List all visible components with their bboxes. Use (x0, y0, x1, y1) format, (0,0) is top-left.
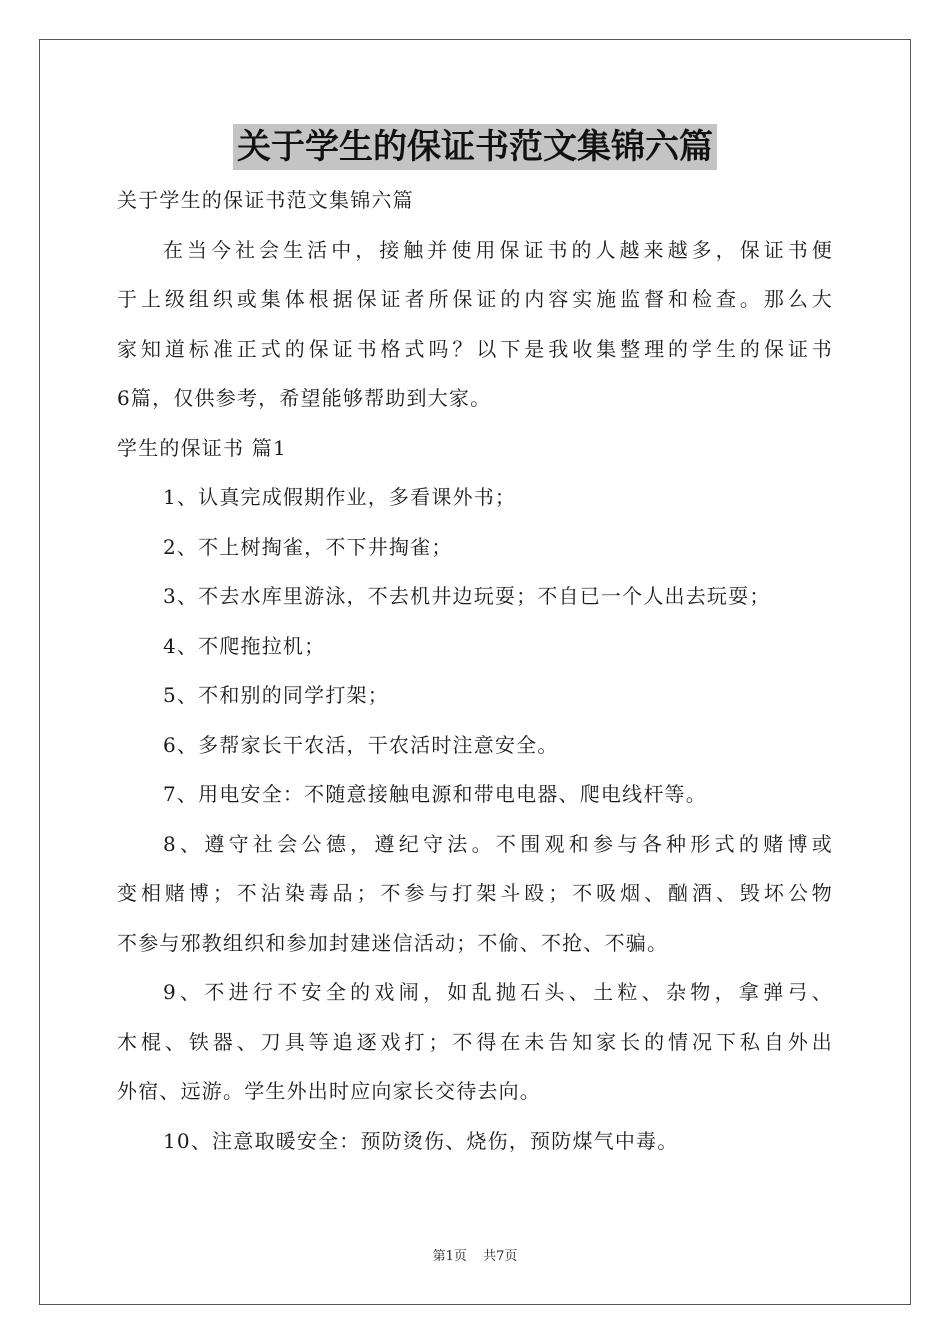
list-item: 3、不去水库里游泳，不去机井边玩耍；不自已一个人出去玩耍； (163, 584, 771, 608)
list-item-9-line: 9、不进行不安全的戏闹，如乱抛石头、土粒、杂物，拿弹弓、 (163, 980, 833, 1004)
list-item-8-line: 不参与邪教组织和参加封建迷信活动；不偷、不抢、不骗。 (117, 930, 669, 955)
list-item-9-line: 外宿、远游。学生外出时应向家长交待去向。 (117, 1079, 541, 1103)
section-heading: 学生的保证书 篇1 (117, 435, 287, 460)
page-number: 第1页 (432, 1249, 467, 1264)
document-body (117, 176, 833, 1166)
page-total: 共7页 (483, 1249, 518, 1264)
subtitle: 关于学生的保证书范文集锦六篇 (117, 188, 414, 212)
list-item-10: 10、注意取暖安全：预防烫伤、烧伤，预防煤气中毒。 (163, 1128, 679, 1153)
list-item-8-line: 变相赌博；不沾染毒品；不参与打架斗殴；不吸烟、酗酒、毁坏公物 (117, 881, 833, 905)
intro-line: 在当今社会生活中，接触并使用保证书的人越来越多，保证书便 (163, 237, 833, 262)
list-item: 2、不上树掏雀，不下井掏雀； (163, 534, 453, 559)
intro-line: 6篇，仅供参考，希望能够帮助到大家。 (117, 386, 492, 410)
title-container (0, 124, 950, 170)
list-item: 1、认真完成假期作业，多看课外书； (163, 485, 517, 509)
list-item: 4、不爬拖拉机； (163, 633, 326, 658)
page-footer (0, 1245, 950, 1264)
list-item-8-line: 8、遵守社会公德，遵纪守法。不围观和参与各种形式的赌博或 (163, 831, 833, 856)
list-item: 5、不和别的同学打架； (163, 683, 389, 707)
document-title: 关于学生的保证书范文集锦六篇 (233, 124, 717, 170)
list-item-9-line: 木棍、铁器、刀具等追逐戏打；不得在未告知家长的情况下私自外出 (117, 1029, 833, 1054)
intro-line: 家知道标准正式的保证书格式吗？以下是我收集整理的学生的保证书 (117, 336, 833, 361)
list-item: 7、用电安全：不随意接触电源和带电电器、爬电线杆等。 (163, 782, 707, 806)
intro-line: 于上级组织或集体根据保证者所保证的内容实施监督和检查。那么大 (117, 287, 833, 311)
list-item: 6、多帮家长干农活，干农活时注意安全。 (163, 732, 559, 757)
